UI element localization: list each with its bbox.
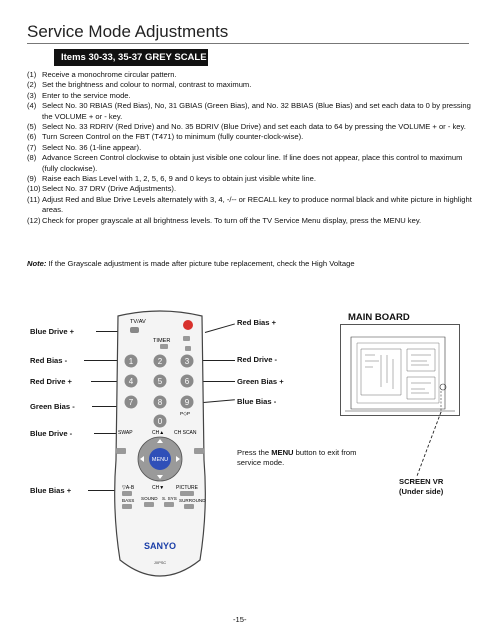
bass-button[interactable] bbox=[122, 504, 132, 509]
bass-label: BASS bbox=[122, 498, 135, 503]
key-1-label: 1 bbox=[128, 357, 134, 366]
step-text: Enter to the service mode. bbox=[42, 90, 131, 100]
ab-label: ▽A-B bbox=[122, 485, 135, 491]
timer-label: TIMER bbox=[153, 338, 171, 344]
ab-button[interactable] bbox=[122, 491, 132, 496]
step-number: (12) bbox=[27, 215, 41, 225]
sound-button[interactable] bbox=[144, 502, 154, 507]
key-5-label: 5 bbox=[157, 377, 163, 386]
volume-minus-button[interactable] bbox=[116, 448, 126, 454]
pp-label: P◇P bbox=[180, 412, 191, 417]
note-text: If the Grayscale adjustment is made after picture tube replacement, check the High Voltage bbox=[46, 259, 355, 268]
key-9-label: 9 bbox=[184, 398, 190, 407]
key-7-label: 7 bbox=[128, 398, 134, 407]
step-text: Select No. 36 (1-line appear). bbox=[42, 142, 142, 152]
step-text: Select No. 33 RDRIV (Red Drive) and No. 35 BDRIV (Blue Drive) and set each data to 64 by pressing the VOLUME + or - key. bbox=[42, 122, 466, 132]
step-number: (9) bbox=[27, 174, 37, 184]
step-text: Select No. 37 DRV (Drive Adjustments). bbox=[42, 184, 177, 194]
step-number: (8) bbox=[27, 153, 37, 163]
label-red-drive-minus: Red Drive - bbox=[237, 355, 278, 364]
step-item bbox=[27, 101, 472, 122]
power-button[interactable] bbox=[183, 320, 193, 330]
page-number: -15- bbox=[233, 615, 247, 624]
screen-vr-title: SCREEN VR bbox=[399, 477, 444, 486]
key-8-label: 8 bbox=[157, 398, 163, 407]
step-text: Advance Screen Control clockwise to obtain just visible one colour line. If line does not appear, place this control to maximum (fully clockwise). bbox=[42, 153, 463, 173]
step-number: (3) bbox=[27, 90, 37, 100]
label-blue-bias-plus: Blue Bias + bbox=[30, 486, 72, 495]
step-list bbox=[27, 70, 472, 226]
key-4-label: 4 bbox=[128, 377, 134, 386]
step-item bbox=[27, 174, 472, 184]
board-title: MAIN BOARD bbox=[348, 312, 410, 323]
navigation-pad bbox=[138, 437, 182, 481]
step-item bbox=[27, 184, 472, 194]
remote-control bbox=[108, 310, 212, 586]
label-blue-drive-minus: Blue Drive - bbox=[30, 429, 73, 438]
tv-av-button[interactable] bbox=[130, 327, 139, 333]
step-item bbox=[27, 91, 472, 101]
step-item bbox=[27, 195, 472, 216]
note bbox=[27, 259, 355, 268]
step-item bbox=[27, 70, 472, 80]
exit-instruction-key: MENU bbox=[271, 448, 294, 457]
step-item bbox=[27, 216, 472, 226]
exit-instruction-text: Press the bbox=[237, 448, 272, 457]
exit-instruction-tail: button to exit from service mode. bbox=[237, 448, 357, 467]
brand-logo: SANYO bbox=[143, 541, 177, 551]
key-3-label: 3 bbox=[184, 357, 190, 366]
step-text: Turn Screen Control on the FBT (T471) to minimum (fully counter-clock-wise). bbox=[42, 132, 304, 142]
ch-scan-label: CH SCAN bbox=[174, 430, 197, 436]
label-red-bias-plus: Red Bias + bbox=[237, 318, 277, 327]
sound-label: SOUND bbox=[141, 496, 158, 501]
remote-drawing bbox=[108, 310, 212, 586]
screen-vr-label bbox=[399, 477, 443, 497]
step-number: (5) bbox=[27, 122, 37, 132]
step-number: (7) bbox=[27, 142, 37, 152]
label-green-bias-plus: Green Bias + bbox=[237, 377, 284, 386]
step-text: Select No. 30 RBIAS (Red Bias), No, 31 GBIAS (Green Bias), and No. 32 BBIAS (Blue Bias) and set each data to 0 by pressing the VOLUME + or - key. bbox=[42, 101, 471, 121]
label-red-drive-plus: Red Drive + bbox=[30, 377, 72, 386]
note-label: Note: bbox=[27, 259, 47, 268]
step-number: (11) bbox=[27, 194, 40, 204]
picture-label: PICTURE bbox=[176, 485, 198, 491]
ch-up-label: CH▲ bbox=[152, 430, 165, 436]
key-0-label: 0 bbox=[157, 417, 163, 426]
label-red-bias-minus: Red Bias - bbox=[30, 356, 68, 365]
section-heading: Items 30-33, 35-37 GREY SCALE bbox=[54, 49, 208, 66]
label-blue-bias-minus: Blue Bias - bbox=[237, 397, 277, 406]
step-item bbox=[27, 132, 472, 142]
model-label: JXPSC bbox=[153, 561, 167, 565]
step-number: (1) bbox=[27, 70, 37, 79]
s-sys-label: S. SYS bbox=[162, 496, 177, 501]
swap-label: SWAP bbox=[118, 430, 133, 436]
exit-instruction bbox=[237, 448, 357, 468]
display-button[interactable] bbox=[185, 346, 191, 351]
step-number: (10) bbox=[27, 184, 41, 194]
step-item bbox=[27, 143, 472, 153]
key-6-label: 6 bbox=[184, 377, 190, 386]
surround-label: SURROUND bbox=[179, 498, 206, 503]
menu-label: MENU bbox=[151, 457, 169, 463]
surround-button[interactable] bbox=[184, 504, 194, 509]
step-text: Adjust Red and Blue Drive Levels alternately with 3, 4, -/-- or RECALL key to produce normal black and white picture in highlight areas. bbox=[42, 194, 472, 215]
step-item bbox=[27, 80, 472, 90]
key-2-label: 2 bbox=[157, 357, 163, 366]
step-item bbox=[27, 153, 472, 174]
step-number: (6) bbox=[27, 132, 37, 142]
step-item bbox=[27, 122, 472, 132]
title-rule bbox=[27, 43, 469, 44]
step-number: (4) bbox=[27, 101, 37, 111]
mute-button[interactable] bbox=[183, 336, 190, 341]
step-text: Receive a monochrome circular pattern. bbox=[42, 70, 177, 79]
screen-vr-pointer bbox=[385, 410, 445, 480]
step-number: (2) bbox=[27, 80, 37, 90]
step-text: Check for proper grayscale at all brightness levels. To turn off the TV Service Menu display, press the MENU key. bbox=[42, 215, 422, 225]
picture-button[interactable] bbox=[180, 491, 194, 496]
label-green-bias-minus: Green Bias - bbox=[30, 402, 75, 411]
timer-button[interactable] bbox=[160, 344, 168, 349]
main-board-diagram bbox=[341, 325, 459, 415]
screen-vr-subtitle: (Under side) bbox=[399, 487, 444, 496]
volume-plus-button[interactable] bbox=[194, 448, 204, 454]
page-title: Service Mode Adjustments bbox=[27, 22, 229, 41]
step-text: Set the brightness and colour to normal, contrast to maximum. bbox=[42, 80, 252, 90]
step-text: Raise each Bias Level with 1, 2, 5, 6, 9 and 0 keys to obtain just visible white line. bbox=[42, 174, 316, 184]
tv-av-label: TV/AV bbox=[130, 319, 146, 325]
ch-down-label: CH▼ bbox=[152, 485, 165, 491]
label-blue-drive-plus: Blue Drive + bbox=[30, 327, 75, 336]
s-sys-button[interactable] bbox=[164, 502, 174, 507]
